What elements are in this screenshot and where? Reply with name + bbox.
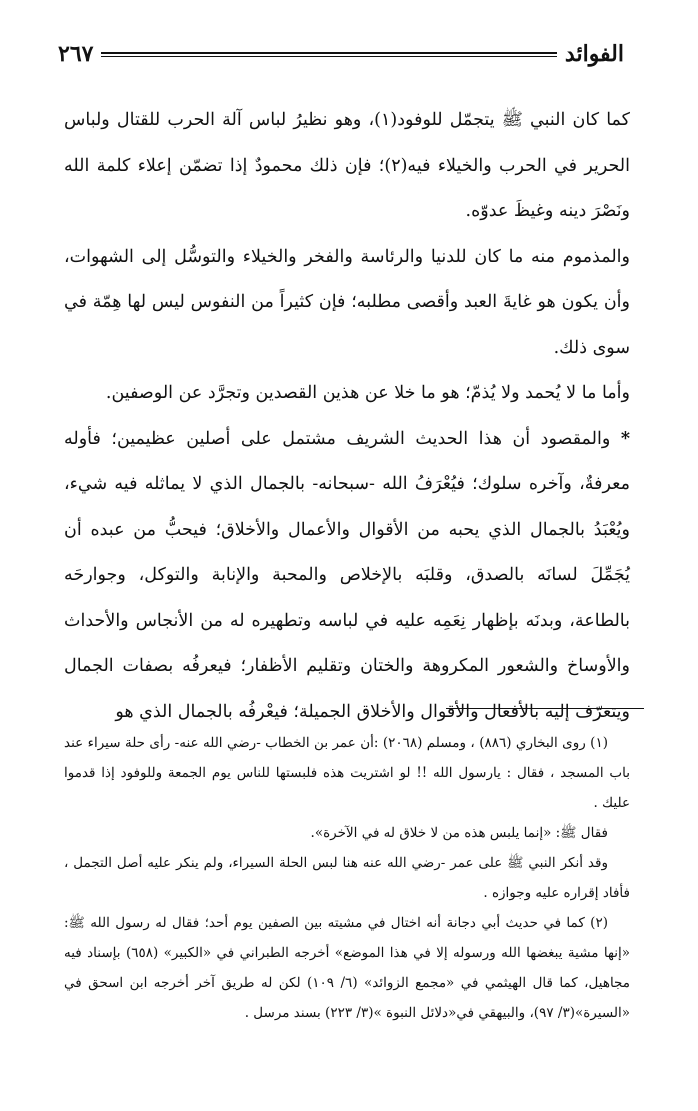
footnote-2: (٢) كما في حديث أبي دجانة أنه اختال في مشيته بين الصفين يوم أحد؛ فقال له رسول الله ﷺ: «إنها مشية يبغضها الله ورسوله إلا في هذا الموضع» أخرجه الطبراني في «الكبير» (٦٥٨) بإسناد فيه مجاهيل، كما قال الهيثمي في «مجمع الزوائد» (٦/ ١٠٩) لكن له طريق آخر أخرجه ابن اسحق في «السيرة»(٣/ ٩٧)، والبيهقي في«دلائل النبوة »(٣/ ٢٢٣) بسند مرسل .	[64, 915, 631, 1021]
header-title: الفوائد	[564, 41, 624, 67]
paragraph-1: كما كان النبي ﷺ يتجمّل للوفود(١)، وهو نظيرُ لباس آلة الحرب للقتال ولباس الحرير في الحرب والخيلاء فيه(٢)؛ فإن ذلك محمودٌ إذا تضمّن إعلاء كلمة الله ونَصْرَ دينه وغيظَ عدوّه.	[64, 110, 630, 221]
paragraph-3: وأما ما لا يُحمد ولا يُذمّ؛ هو ما خلا عن هذين القصدين وتجرَّد عن الوصفين.	[105, 383, 630, 403]
header-rule	[101, 52, 556, 57]
main-text	[64, 98, 630, 735]
paragraph-4	[64, 417, 630, 736]
footnote-1: (١) روى البخاري (٨٨٦) ، ومسلم (٢٠٦٨) :أن عمر بن الخطاب -رضي الله عنه- رأى حلة سيراء عند باب المسجد ، فقال : يارسول الله !! لو اشتريت هذه فلبستها للناس يوم الجمعة وللوفود إذا قدموا عليك .	[64, 735, 630, 811]
footnotes	[64, 728, 630, 1028]
page-number: ٢٦٧	[58, 41, 94, 67]
paragraph-4-text: والمقصود أن هذا الحديث الشريف مشتمل على أصلين عظيمين؛ فأوله معرفةٌ، وآخره سلوك؛ فيُعْرَفُ الله -سبحانه- بالجمال الذي لا يماثله فيه شيء، ويُعْبَدُ بالجمال الذي يحبه من الأقوال والأعمال والأخلاق؛ فيحبُّ من عبده أن يُجَمِّلَ لسانَه بالصدق، وقلبَه بالإخلاص والمحبة والإنابة والتوكل، وجوارحَه بالطاعة، وبدنَه بإظهار نِعَمِه عليه في لباسه وتطهيره له من الأنجاس والأحداث والأوساخ والشعور المكروهة والختان وتقليم الأظفار؛ فيعرفُه بصفات الجمال ويتعرّف إليه بالأفعال والأقوال والأخلاق الجميلة؛ فيعْرفُه بالجمال الذي هو	[64, 428, 630, 722]
paragraph-2: والمذموم منه ما كان للدنيا والرئاسة والفخر والخيلاء والتوسُّل إلى الشهوات، وأن يكون هو غايةَ العبد وأقصى مطلبه؛ فإن كثيراً من النفوس ليس لها هِمّة في سوى ذلك.	[64, 246, 630, 358]
footnote-separator	[446, 708, 644, 709]
running-header	[58, 34, 624, 74]
asterisk-marker: *	[620, 428, 630, 449]
footnote-1-comment: وقد أنكر النبي ﷺ على عمر -رضي الله عنه هنا لبس الحلة السيراء، ولم ينكر عليه أصل التجمل ، فأفاد إقراره عليه وجوازه .	[64, 855, 630, 901]
footnote-1-quote: فقال ﷺ: «إنما يلبس هذه من لا خلاق له في الآخرة».	[310, 825, 608, 841]
